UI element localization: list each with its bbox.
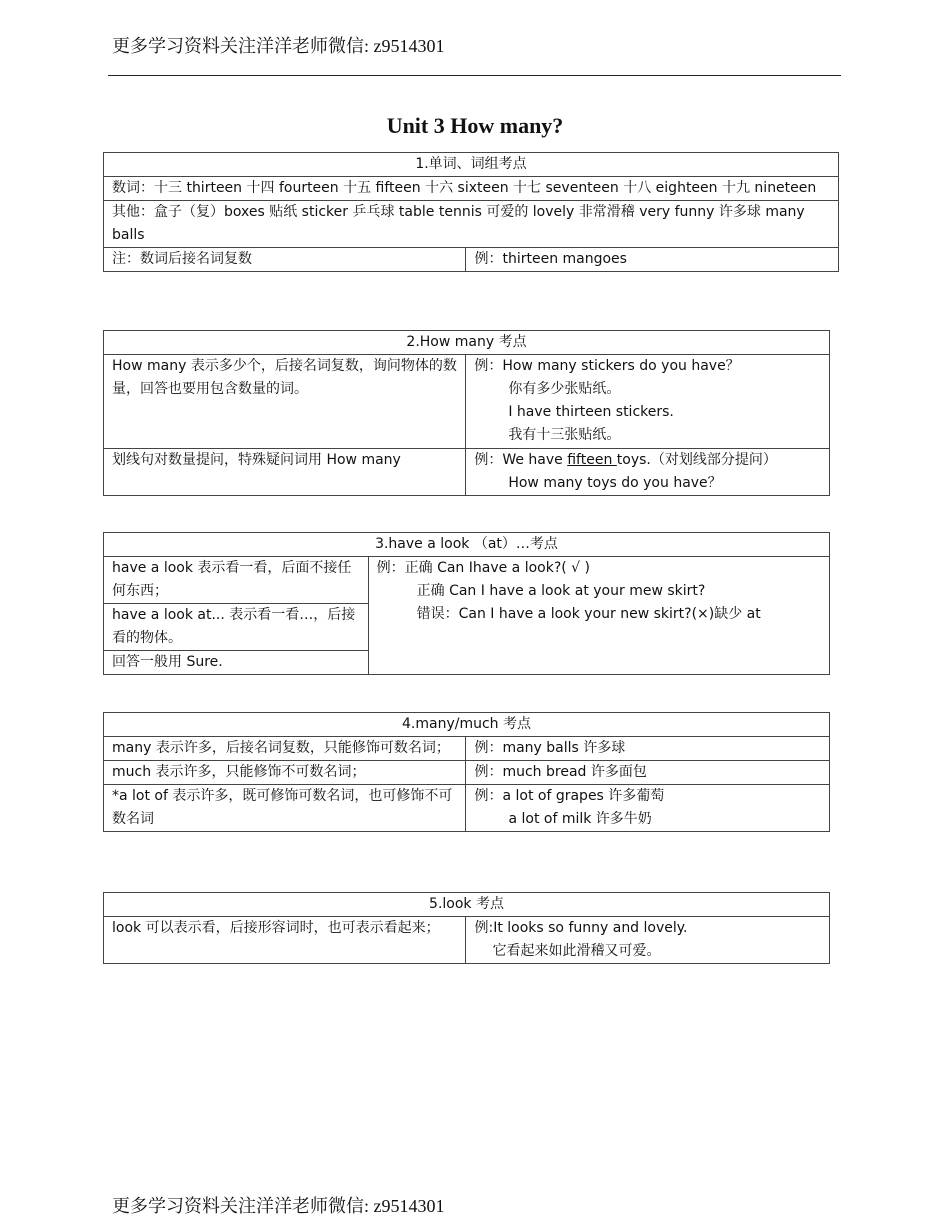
example-line: 你有多少张贴纸。 [508,381,621,397]
explanation-cell: many 表示许多，后接名词复数，只能修饰可数名词； [104,737,466,761]
table-heading: 2.How many 考点 [104,331,830,355]
example-cell [466,785,830,832]
note-cell: 注：数词后接名词复数 [104,248,466,272]
explanation-cell: have a look 表示看一看，后面不接任何东西； [104,557,369,604]
others-cell: 其他：盒子（复）boxes 贴纸 sticker 乒乓球 table tennis 可爱的 lovely 非常滑稽 very funny 许多球 many balls [104,201,839,248]
explanation-cell: 回答一般用 Sure. [104,651,369,675]
table-heading: 1.单词、词组考点 [104,153,839,177]
explanation-cell: 划线句对数量提问，特殊疑问词用 How many [104,449,466,496]
page-title: Unit 3 How many? [386,113,564,138]
table-row [104,785,830,832]
table-row [104,737,830,761]
explanation-cell: *a lot of 表示许多，既可修饰可数名词，也可修饰不可数名词 [104,785,466,832]
table-heading: 4.many/much 考点 [104,713,830,737]
example-line: How many toys do you have？ [508,475,722,491]
page-header: 更多学习资料关注洋洋老师微信: z9514301 [112,36,445,56]
table-row [104,177,839,201]
table-row [104,893,830,917]
table-heading: 3.have a look （at）…考点 [104,533,830,557]
example-line: a lot of milk 许多牛奶 [508,811,652,827]
example-cell: 例：much bread 许多面包 [466,761,830,785]
example-line: 例：正确 Can Ihave a look?( √ ) [376,560,591,576]
example-line: I have thirteen stickers. [508,404,674,420]
table-heading: 5.look 考点 [104,893,830,917]
example-cell [466,355,830,449]
example-text: 例：We have [474,452,568,468]
explanation-cell: How many 表示多少个，后接名词复数，询问物体的数量，回答也要用包含数量的词。 [104,355,466,449]
table-many-much [103,712,830,832]
example-cell: 例：thirteen mangoes [466,248,839,272]
explanation-cell: much 表示许多，只能修饰不可数名词； [104,761,466,785]
underlined-word: fifteen [567,452,617,468]
table-row [104,153,839,177]
table-row [104,248,839,272]
explanation-cell: have a look at... 表示看一看…，后接看的物体。 [104,604,369,651]
table-how-many [103,330,830,496]
table-row [104,449,830,496]
example-line: 错误：Can I have a look your new skirt?(×)缺少 at [416,606,761,622]
example-line: 正确 Can I have a look at your mew skirt? [416,583,706,599]
example-cell [466,917,830,964]
table-row [104,761,830,785]
table-have-a-look [103,532,830,675]
example-text: toys.（对划线部分提问） [616,452,777,468]
table-vocabulary [103,152,839,272]
header-divider [108,75,841,76]
explanation-cell: look 可以表示看，后接形容词时，也可表示看起来； [104,917,466,964]
example-line [474,449,821,472]
table-row [104,331,830,355]
numbers-cell: 数词：十三 thirteen 十四 fourteen 十五 fifteen 十六 sixteen 十七 seventeen 十八 eighteen 十九 nineteen [104,177,839,201]
table-row [104,355,830,449]
table-row [104,713,830,737]
example-cell [368,557,829,675]
example-cell [466,449,830,496]
table-row [104,201,839,248]
table-row [104,557,830,604]
table-row [104,917,830,964]
example-line: 我有十三张贴纸。 [508,427,621,443]
table-row [104,533,830,557]
example-line: 例：a lot of grapes 许多葡萄 [474,788,665,804]
example-cell: 例：many balls 许多球 [466,737,830,761]
page-footer: 更多学习资料关注洋洋老师微信: z9514301 [112,1196,445,1216]
example-line: 例:It looks so funny and lovely. [474,920,688,936]
example-line: 例：How many stickers do you have？ [474,358,740,374]
example-line: 它看起来如此滑稽又可爱。 [492,943,661,959]
table-look [103,892,830,964]
